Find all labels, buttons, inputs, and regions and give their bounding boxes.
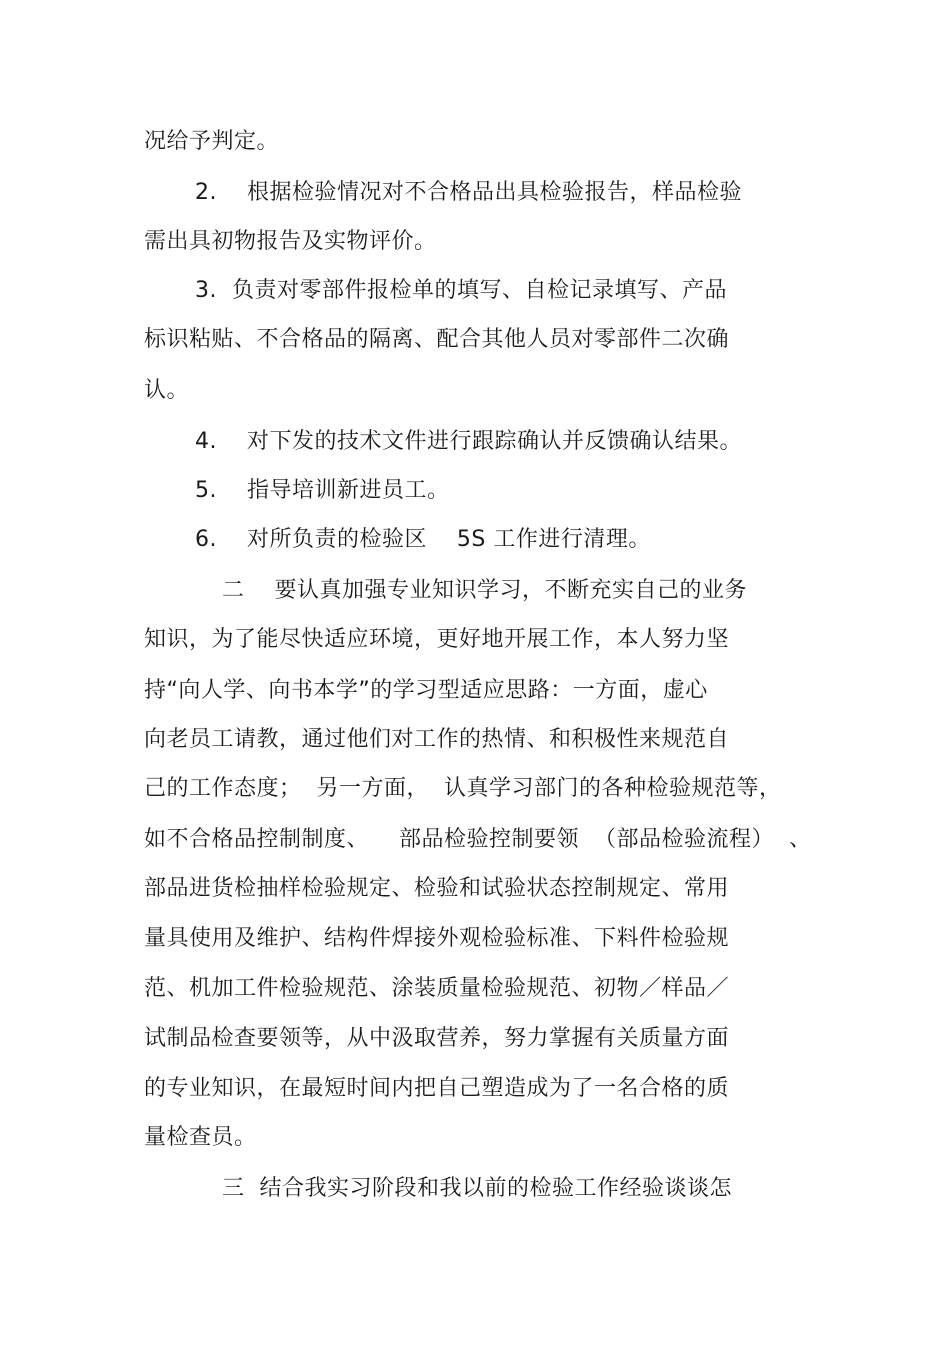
text-line: 试制品检查要领等，从中汲取营养，努力掌握有关质量方面 xyxy=(144,1026,730,1051)
text-line: 量检查员。 xyxy=(144,1125,257,1150)
text-line: 如不合格品控制制度、 部品检验控制要领 （部品检验流程） 、 xyxy=(144,827,812,852)
list-item-4: 4. 对下发的技术文件进行跟踪确认并反馈确认结果。 xyxy=(195,429,742,454)
text-line: 向老员工请教，通过他们对工作的热情、和积极性来规范自 xyxy=(144,727,730,752)
text-line: 量具使用及维护、结构件焊接外观检验标准、下料件检验规 xyxy=(144,926,730,951)
section-heading-3: 三 结合我实习阶段和我以前的检验工作经验谈谈怎 xyxy=(222,1176,732,1201)
list-item-6: 6. 对所负责的检验区 5S 工作进行清理。 xyxy=(195,527,651,552)
text-line: 的专业知识，在最短时间内把自己塑造成为了一名合格的质 xyxy=(144,1076,730,1101)
text-line: 部品进货检抽样检验规定、检验和试验状态控制规定、常用 xyxy=(144,876,730,901)
list-item-5: 5. 指导培训新进员工。 xyxy=(195,478,450,503)
list-item-2: 2. 根据检验情况对不合格品出具检验报告，样品检验 xyxy=(195,180,742,205)
text-line: 认。 xyxy=(144,378,190,403)
text-line: 持“向人学、向书本学”的学习型适应思路：一方面，虚心 xyxy=(144,678,708,703)
text-line: 己的工作态度； 另一方面， 认真学习部门的各种检验规范等， xyxy=(144,776,782,801)
text-line: 况给予判定。 xyxy=(144,129,280,154)
text-line: 需出具初物报告及实物评价。 xyxy=(144,229,437,254)
text-line: 范、机加工件检验规范、涂装质量检验规范、初物／样品／ xyxy=(144,976,730,1001)
text-line: 知识，为了能尽快适应环境，更好地开展工作，本人努力坚 xyxy=(144,627,730,652)
section-heading-2: 二 要认真加强专业知识学习，不断充实自己的业务 xyxy=(222,578,747,603)
text-line: 标识粘贴、不合格品的隔离、配合其他人员对零部件二次确 xyxy=(144,327,730,352)
list-item-3: 3. 负责对零部件报检单的填写、自检记录填写、产品 xyxy=(195,278,727,303)
